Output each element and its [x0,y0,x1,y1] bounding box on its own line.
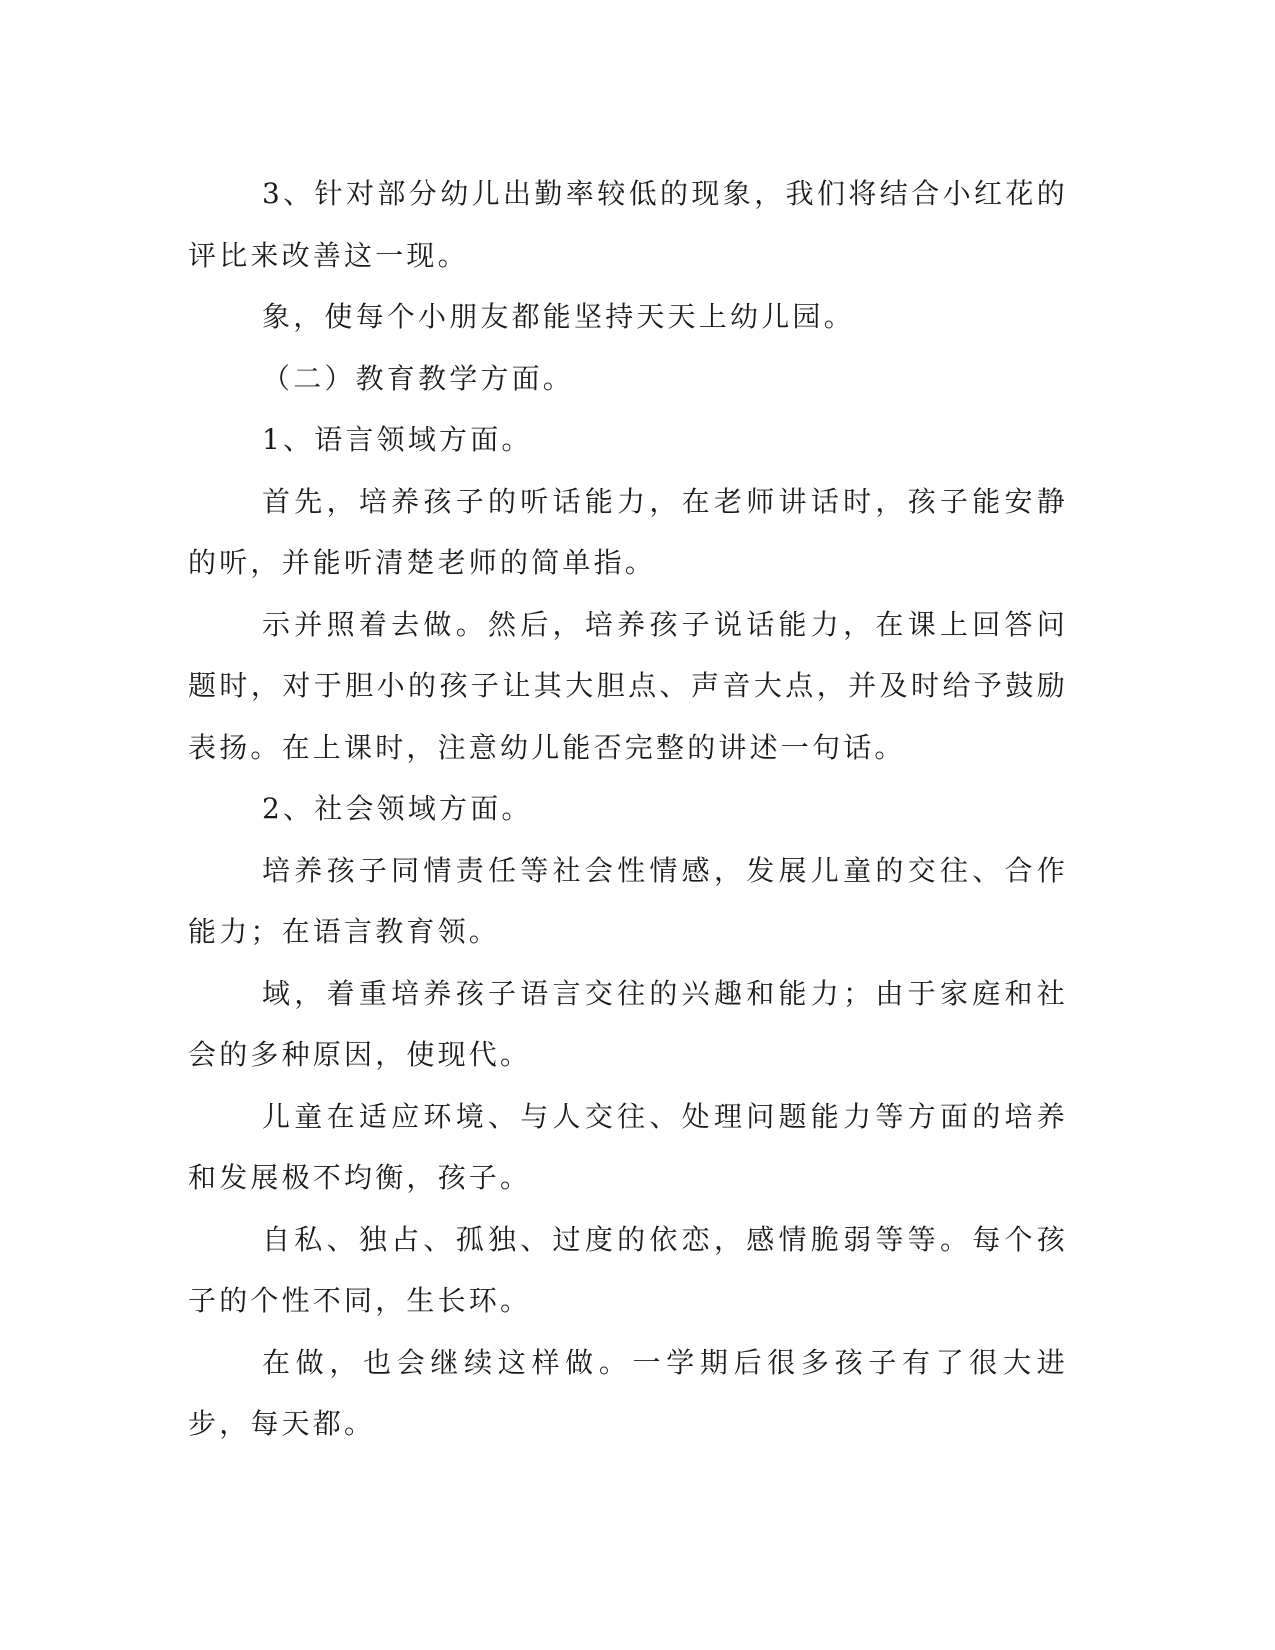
subheading-language: 1、语言领域方面。 [262,423,533,456]
paragraph-language-2: 示并照着去做。然后，培养孩子说话能力，在课上回答问题时，对于胆小的孩子让其大胆点、声音大点，并及时给予鼓励表扬。在上课时，注意幼儿能否完整的讲述一句话。 [188,607,1068,764]
subheading-social: 2、社会领域方面。 [262,792,533,825]
paragraph-attendance-2: 象，使每个小朋友都能坚持天天上幼儿园。 [262,300,855,333]
paragraph-language-1: 首先，培养孩子的听话能力，在老师讲话时，孩子能安静的听，并能听清楚老师的简单指。 [188,484,1068,579]
paragraph-social-5: 在做，也会继续这样做。一学期后很多孩子有了很大进步，每天都。 [188,1345,1068,1440]
paragraph-social-2: 域，着重培养孩子语言交往的兴趣和能力；由于家庭和社会的多种原因，使现代。 [188,976,1068,1071]
section-heading-education: （二）教育教学方面。 [262,361,575,395]
paragraph-social-4: 自私、独占、孤独、过度的依恋，感情脆弱等等。每个孩子的个性不同，生长环。 [188,1222,1068,1317]
paragraph-social-3: 儿童在适应环境、与人交往、处理问题能力等方面的培养和发展极不均衡，孩子。 [188,1099,1068,1194]
document-body [188,163,1068,1455]
paragraph-social-1: 培养孩子同情责任等社会性情感，发展儿童的交往、合作能力；在语言教育领。 [188,853,1068,948]
paragraph-attendance-1: 3、针对部分幼儿出勤率较低的现象，我们将结合小红花的评比来改善这一现。 [188,177,1068,272]
